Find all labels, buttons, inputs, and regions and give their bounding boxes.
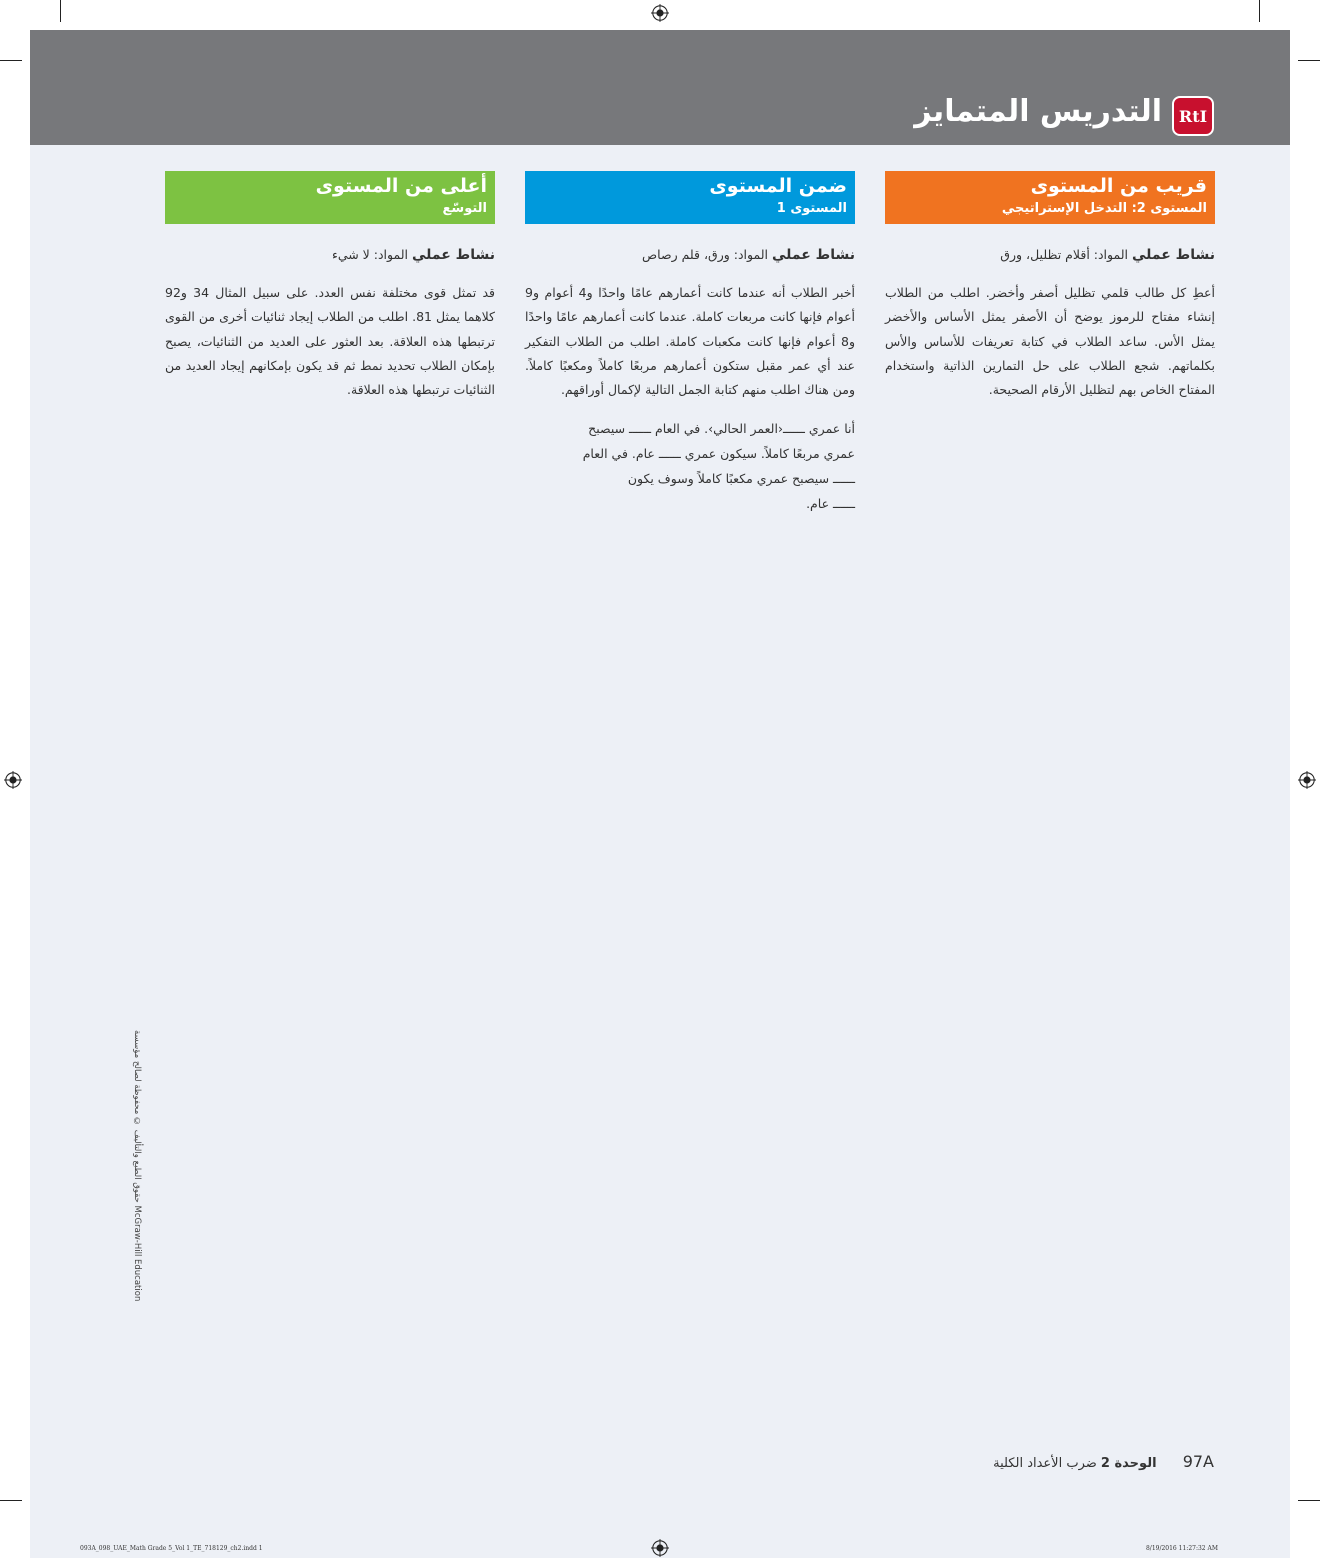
fill-in-sentences bbox=[525, 416, 855, 516]
registration-mark-icon bbox=[4, 771, 22, 789]
column-on-level bbox=[525, 171, 855, 516]
fill-line: عمري مربعًا كاملاً. سيكون عمري ــــــ عام. في العام bbox=[582, 446, 855, 462]
registration-mark-icon bbox=[651, 4, 669, 22]
page-number: 97A bbox=[1182, 1452, 1214, 1471]
materials-text: المواد: ورق، قلم رصاص bbox=[642, 247, 768, 262]
crop-mark bbox=[1298, 60, 1320, 61]
registration-mark-icon bbox=[1298, 771, 1316, 789]
fill-line: ــــــ سيصبح عمري مكعبًا كاملاً وسوف يكون bbox=[627, 471, 855, 487]
materials-text: المواد: أقلام تظليل، ورق bbox=[1000, 247, 1128, 262]
crop-mark bbox=[0, 60, 22, 61]
column-beyond-level bbox=[165, 171, 495, 402]
activity-label: نشاط عملي bbox=[411, 247, 495, 263]
slug-filename: 093A_098_UAE_Math Grade 5_Vol 1_TE_718129_ch2.indd 1 bbox=[80, 1545, 263, 1552]
column-body bbox=[165, 224, 495, 402]
materials-line bbox=[885, 246, 1215, 264]
column-header bbox=[885, 171, 1215, 224]
activity-text: أخبر الطلاب أنه عندما كانت أعمارهم عامًا واحدًا و4 أعوام و9 أعوام فإنها كانت مربعات كاملة. عندما كانت أعمارهم عامًا واحدًا و8 أعوام فإنها كانت مكعبات كاملة. اطلب من الطلاب التفكير عند أي عمر مقبل ستكون أعمارهم مربعًا كاملاً ومكعبًا كاملاً. ومن هناك اطلب منهم كتابة الجمل التالية لإكمال أوراقهم. bbox=[525, 285, 855, 398]
column-subtitle: التوسّع bbox=[442, 201, 487, 216]
registration-mark-icon bbox=[651, 1539, 669, 1557]
crop-mark bbox=[1298, 1500, 1320, 1501]
slug-timestamp: 8/19/2016 11:27:32 AM bbox=[1145, 1545, 1218, 1552]
column-approaching-level bbox=[885, 171, 1215, 402]
activity-label: نشاط عملي bbox=[771, 247, 855, 263]
materials-line bbox=[165, 246, 495, 264]
unit-title: ضرب الأعداد الكلية bbox=[993, 1456, 1097, 1471]
copyright-credit: حقوق الطبع والتأليف © محفوظة لصالح مؤسسة McGraw-Hill Education bbox=[132, 1030, 142, 1302]
fill-line: أنا عمري ــــــ‹العمر الحالي›. في العام ــــــ سيصبح bbox=[588, 421, 855, 437]
column-title: أعلى من المستوى bbox=[315, 175, 487, 197]
crop-mark bbox=[0, 1500, 22, 1501]
page-title: التدريس المتمايز bbox=[914, 94, 1162, 129]
column-body bbox=[525, 224, 855, 516]
materials-line bbox=[525, 246, 855, 264]
crop-mark bbox=[1259, 0, 1260, 22]
column-subtitle: المستوى 1 bbox=[776, 201, 847, 216]
fill-line: ــــــ عام. bbox=[806, 496, 855, 512]
column-subtitle: المستوى 2: التدخل الإستراتيجي bbox=[1001, 201, 1207, 216]
materials-text: المواد: لا شيء bbox=[331, 247, 408, 262]
column-title: ضمن المستوى bbox=[709, 175, 847, 197]
activity-text: أعطِ كل طالب قلمي تظليل أصفر وأخضر. اطلب من الطلاب إنشاء مفتاح للرموز يوضح أن الأصفر يمثل الأساس والأخضر يمثل الأس. ساعد الطلاب في كتابة تعريفات للأساس والأس بكلماتهم. شجع الطلاب على حل التمارين الذاتية واستخدام المفتاح الخاص بهم لتظليل الأرقام الصحيحة. bbox=[885, 285, 1215, 398]
column-body bbox=[885, 224, 1215, 402]
page-footer bbox=[993, 1452, 1214, 1471]
column-title: قريب من المستوى bbox=[1030, 175, 1207, 197]
rti-badge: RtI bbox=[1172, 96, 1214, 136]
unit-label: الوحدة 2 bbox=[1100, 1456, 1157, 1471]
column-header bbox=[165, 171, 495, 224]
column-header bbox=[525, 171, 855, 224]
activity-text: قد تمثل قوى مختلفة نفس العدد. على سبيل المثال 34 و92 كلاهما يمثل 81. اطلب من الطلاب إيجاد ثنائيات أخرى من القوى ترتبطها هذه العلاقة. بعد العثور على العديد من الثنائيات، يصبح بإمكان الطلاب تحديد نمط ثم قد يكون بإمكانهم إيجاد العديد من الثنائيات ترتبطها هذه العلاقة. bbox=[165, 285, 495, 398]
crop-mark bbox=[60, 0, 61, 22]
activity-label: نشاط عملي bbox=[1131, 247, 1215, 263]
